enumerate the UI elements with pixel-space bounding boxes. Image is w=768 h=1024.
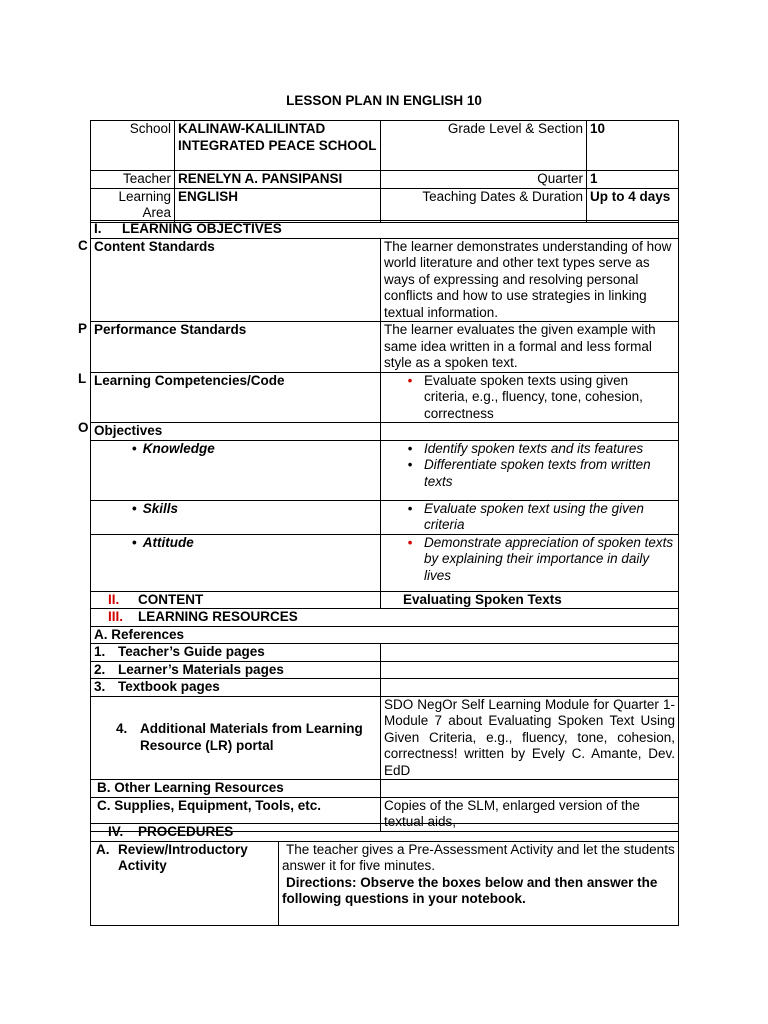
area-value: ENGLISH: [175, 188, 381, 222]
bullet-icon: •: [132, 534, 137, 550]
skills-cell: [91, 500, 381, 534]
bullet-icon: •: [407, 457, 413, 472]
references-label: A. References: [91, 626, 679, 644]
page-title: LESSON PLAN IN ENGLISH 10: [286, 93, 482, 108]
grade-label: Grade Level & Section: [381, 121, 587, 171]
grade-value: 10: [587, 121, 679, 171]
margin-letter-l: L: [78, 371, 87, 386]
header-table: [90, 120, 679, 223]
attitude-items: [381, 534, 679, 591]
supplies-label: C. Supplies, Equipment, Tools, etc.: [91, 797, 381, 831]
competencies-cell: [381, 372, 679, 423]
dates-label: Teaching Dates & Duration: [381, 188, 587, 222]
other-resources-label: B. Other Learning Resources: [91, 780, 381, 798]
content-standards-text: The learner demonstrates understanding of how world literature and other text types serve as ways of expressing and resolving personal conflicts and how to use strategies in linking textual information.: [381, 238, 679, 322]
performance-standards-label: Performance Standards: [91, 322, 381, 373]
review-label-cell: A. Review/Introductory Activity: [91, 841, 279, 925]
skills-label: Skills: [142, 500, 179, 516]
bullet-icon: •: [407, 534, 413, 550]
margin-letter-p: P: [78, 321, 88, 336]
objectives-label: Objectives: [91, 423, 381, 441]
teacher-value: RENELYN A. PANSIPANSI: [175, 171, 381, 189]
list-item: • Identify spoken texts and its features: [384, 441, 675, 458]
margin-letter-o: O: [78, 420, 89, 435]
content-standards-label: Content Standards: [91, 238, 381, 322]
quarter-label: Quarter: [381, 171, 587, 189]
list-item: • Evaluate spoken texts using given criteria, e.g., fluency, tone, cohesion, correctness: [384, 373, 675, 423]
quarter-value: 1: [587, 171, 679, 189]
section-procedures: IV. PROCEDURES: [91, 824, 679, 842]
additional-materials-value: SDO NegOr Self Learning Module for Quarter 1-Module 7 about Evaluating Spoken Text Using Given Criteria, e.g., fluency, tone, cohesion, correctness! written by Evely C. Amante, Dev. EdD: [381, 696, 679, 780]
section-learning-objectives: I. LEARNING OBJECTIVES: [91, 221, 679, 239]
list-item: • Evaluate spoken text using the given criteria: [384, 501, 675, 534]
review-label: Review/Introductory Activity: [118, 841, 248, 873]
school-value: KALINAW-KALILINTAD INTEGRATED PEACE SCHOOL: [175, 121, 381, 171]
attitude-cell: [91, 534, 381, 591]
bullet-icon: •: [407, 372, 413, 388]
area-label: Learning Area: [91, 188, 175, 222]
list-item: • Differentiate spoken texts from written texts: [384, 457, 675, 490]
bullet-icon: •: [132, 440, 137, 456]
knowledge-items: [381, 440, 679, 500]
knowledge-label: Knowledge: [142, 440, 215, 456]
section-learning-resources: III. LEARNING RESOURCES: [91, 609, 679, 627]
performance-standards-text: The learner evaluates the given example with same idea written in a formal and less formal style as a spoken text.: [381, 322, 679, 373]
school-label: School: [91, 121, 175, 171]
bullet-icon: •: [132, 500, 137, 516]
review-text: The teacher gives a Pre-Assessment Activity and let the students answer it for five minutes.: [282, 841, 675, 873]
knowledge-cell: [91, 440, 381, 500]
resource-item-3: 3. Textbook pages: [91, 679, 381, 697]
procedures-table: [90, 823, 679, 926]
supplies-value: Copies of the SLM, enlarged version of the textual aids,: [381, 797, 679, 831]
bullet-icon: •: [407, 500, 413, 516]
content-value: Evaluating Spoken Texts: [381, 591, 679, 609]
attitude-label: Attitude: [142, 534, 194, 550]
directions-text: Directions: Observe the boxes below and then answer the following questions in your notebook.: [282, 874, 658, 906]
resource-item-2: 2. Learner’s Materials pages: [91, 661, 381, 679]
skills-items: [381, 500, 679, 534]
list-item: • Demonstrate appreciation of spoken texts by explaining their importance in daily lives: [384, 535, 675, 585]
dates-value: Up to 4 days: [587, 188, 679, 222]
teacher-label: Teacher: [91, 171, 175, 189]
lesson-table: [90, 220, 679, 832]
bullet-icon: •: [407, 440, 413, 456]
review-content: [279, 841, 679, 925]
margin-letter-c: C: [78, 238, 88, 253]
section-content: II. CONTENT: [91, 591, 381, 609]
additional-materials-label: 4. Additional Materials from Learning Resource (LR) portal: [91, 696, 381, 780]
resource-item-1: 1. Teacher’s Guide pages: [91, 644, 381, 662]
competencies-label: Learning Competencies/Code: [91, 372, 381, 423]
